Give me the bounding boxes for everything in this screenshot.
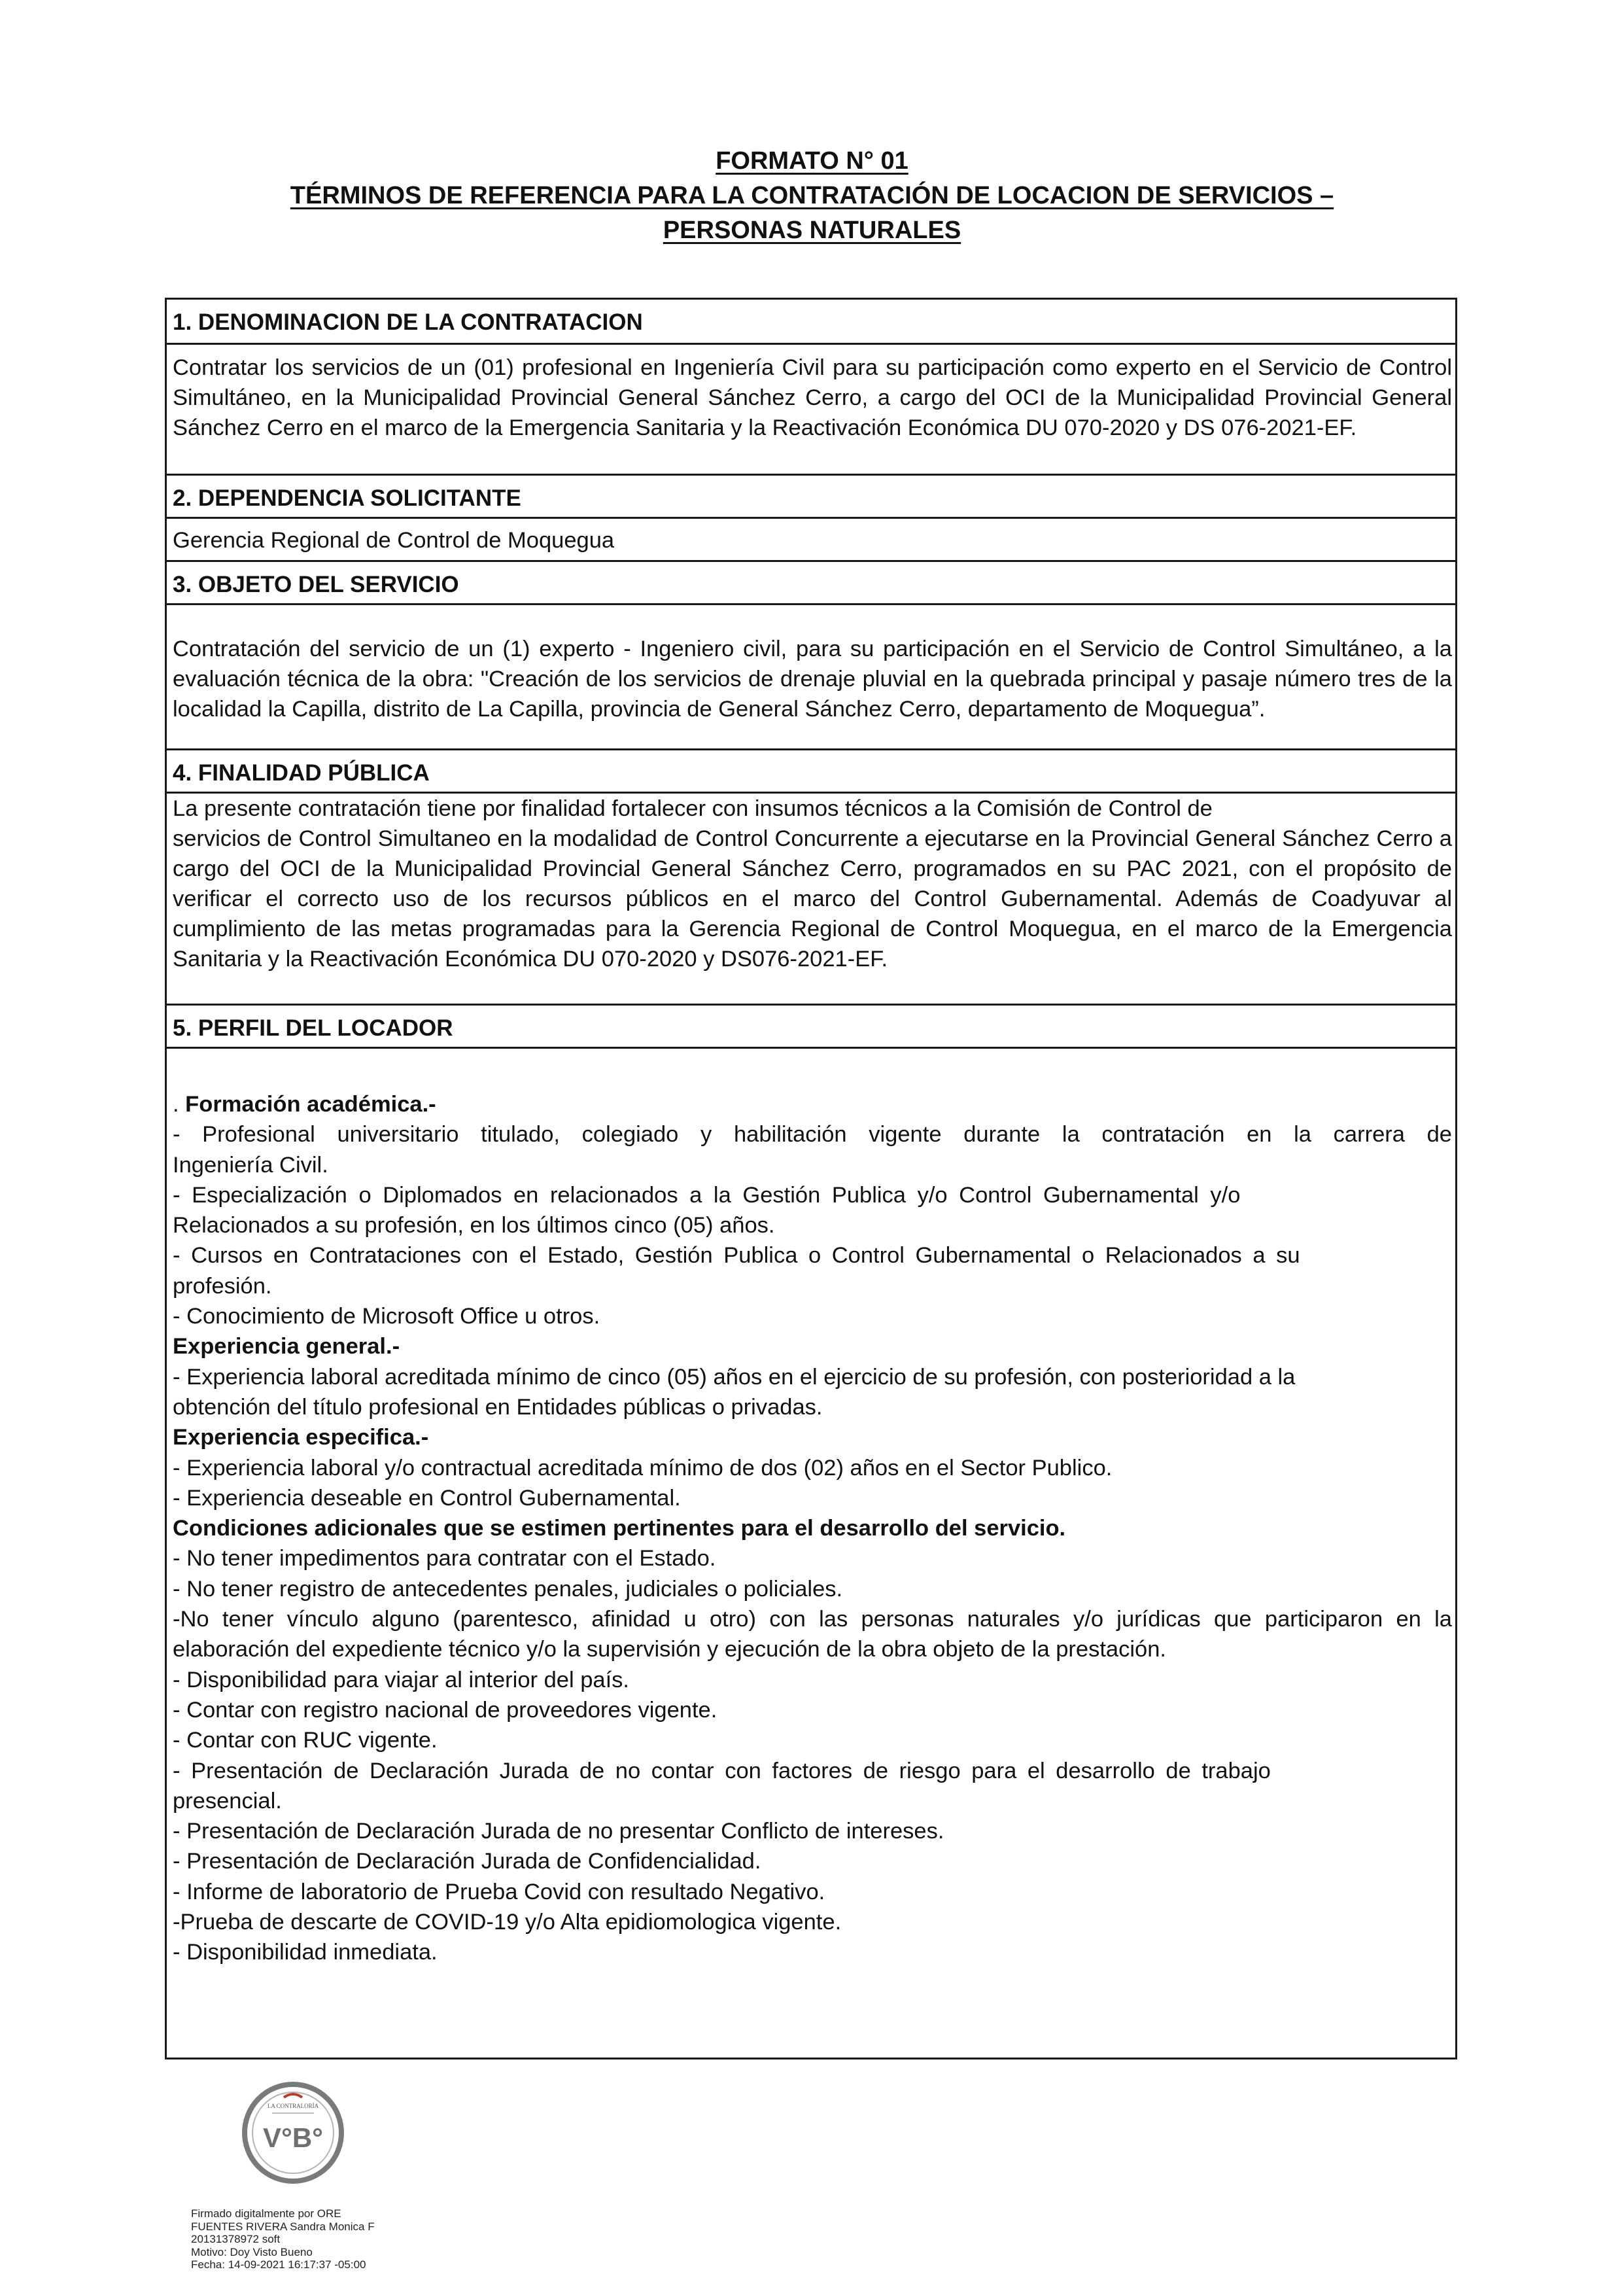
terms-table bbox=[165, 298, 1457, 2059]
signature-line-4: Motivo: Doy Visto Bueno bbox=[191, 2245, 313, 2258]
section-2-text: Gerencia Regional de Control de Moquegua bbox=[173, 528, 615, 553]
condicion-7a: - Presentación de Declaración Jurada de no contar con factores de riesgo para el desarrollo de trabajo bbox=[173, 1758, 1271, 1783]
signature-line-1: Firmado digitalmente por ORE bbox=[191, 2207, 341, 2220]
section-4-heading: 4. FINALIDAD PÚBLICA bbox=[167, 748, 1455, 792]
section-2-heading: 2. DEPENDENCIA SOLICITANTE bbox=[167, 474, 1455, 517]
signature-line-2: FUENTES RIVERA Sandra Monica F bbox=[191, 2220, 375, 2233]
section-4-text: servicios de Control Simultaneo en la modalidad de Control Concurrente a ejecutarse en la Provincial General Sánchez Cerro a cargo del OCI de la Municipalidad Provincial General Sánchez Cerro, programados en su PAC 2021, con el propósito de verificar el correcto uso de los recursos públicos en el marco del Control Gubernamental. Además de Coadyuvar al cumplimiento de las metas programadas para la Gerencia Regional de Control Moquegua, en el marco de la Emergencia Sanitaria y la Reactivación Económica DU 070-2020 y DS076-2021-EF. bbox=[173, 826, 1452, 972]
section-2-body bbox=[167, 517, 1455, 560]
formacion-heading bbox=[173, 1089, 1452, 1119]
formacion-item-3a: - Cursos en Contrataciones con el Estado, Gestión Publica o Control Gubernamental o Relacionados a su bbox=[173, 1243, 1300, 1269]
formacion-item-1a: - Profesional universitario titulado, colegiado y habilitación vigente durante la contratación en la carrera de bbox=[173, 1122, 1452, 1148]
condicion-6: - Contar con RUC vigente. bbox=[173, 1728, 438, 1753]
formacion-item-4: - Conocimiento de Microsoft Office u otros. bbox=[173, 1304, 600, 1329]
bullet-dot: . bbox=[173, 1092, 186, 1117]
condicion-3a: -No tener vínculo alguno (parentesco, afinidad u otro) con las personas naturales y/o jurídicas que participaron en la bbox=[173, 1607, 1452, 1632]
condiciones-title: Condiciones adicionales que se estimen pertinentes para el desarrollo del servicio. bbox=[173, 1516, 1066, 1541]
signature-line-3: 20131378972 soft bbox=[191, 2233, 281, 2245]
section-1-heading: 1. DENOMINACION DE LA CONTRATACION bbox=[173, 309, 643, 335]
section-1-body bbox=[167, 343, 1455, 474]
title-subtitle: PERSONAS NATURALES bbox=[663, 217, 961, 244]
condicion-3b: elaboración del expediente técnico y/o la supervisión y ejecución de la obra objeto de la prestación. bbox=[173, 1637, 1166, 1662]
condicion-9: - Presentación de Declaración Jurada de Confidencialidad. bbox=[173, 1849, 761, 1874]
section-5-body bbox=[167, 1047, 1455, 2058]
experiencia-especifica-title: Experiencia especifica.- bbox=[173, 1425, 429, 1450]
condicion-5: - Contar con registro nacional de proveedores vigente. bbox=[173, 1697, 717, 1723]
section-1-text: Contratar los servicios de un (01) profesional en Ingeniería Civil para su participación como experto en el Servicio de Control Simultáneo, en la Municipalidad Provincial General Sánchez Cerro, a cargo del OCI de la Municipalidad Provincial General Sánchez Cerro en el marco de la Emergencia Sanitaria y la Reactivación Económica DU 070-2020 y DS 076-2021-EF. bbox=[173, 355, 1452, 440]
signature-line-5: Fecha: 14-09-2021 16:17:37 -05:00 bbox=[191, 2258, 366, 2271]
condicion-7b: presencial. bbox=[173, 1788, 282, 1813]
condicion-8: - Presentación de Declaración Jurada de no presentar Conflicto de intereses. bbox=[173, 1819, 944, 1844]
title-format-number: FORMATO N° 01 bbox=[716, 147, 908, 175]
formacion-item-3b: profesión. bbox=[173, 1273, 272, 1299]
formacion-item-2b: Relacionados a su profesión, en los últimos cinco (05) años. bbox=[173, 1213, 775, 1238]
condicion-10: - Informe de laboratorio de Prueba Covid con resultado Negativo. bbox=[173, 1879, 825, 1904]
condicion-1: - No tener impedimentos para contratar con el Estado. bbox=[173, 1546, 716, 1571]
experiencia-especifica-2: - Experiencia deseable en Control Gubernamental. bbox=[173, 1485, 681, 1511]
experiencia-especifica-1: - Experiencia laboral y/o contractual acreditada mínimo de dos (02) años en el Sector Publico. bbox=[173, 1455, 1113, 1480]
document-title bbox=[0, 144, 1624, 248]
seal-mark-text: V°B° bbox=[263, 2122, 323, 2153]
experiencia-general-title: Experiencia general.- bbox=[173, 1334, 400, 1359]
section-3-heading: 3. OBJETO DEL SERVICIO bbox=[167, 560, 1455, 603]
title-main: TÉRMINOS DE REFERENCIA PARA LA CONTRATACIÓN DE LOCACION DE SERVICIOS – bbox=[290, 182, 1334, 209]
condicion-4: - Disponibilidad para viajar al interior del país. bbox=[173, 1667, 630, 1692]
condicion-2: - No tener registro de antecedentes penales, judiciales o policiales. bbox=[173, 1576, 843, 1602]
formacion-item-1b: Ingeniería Civil. bbox=[173, 1152, 328, 1178]
digital-signature bbox=[191, 2207, 375, 2271]
condicion-11: -Prueba de descarte de COVID-19 y/o Alta epidiomologica vigente. bbox=[173, 1910, 842, 1935]
section-5-heading: 5. PERFIL DEL LOCADOR bbox=[167, 1004, 1455, 1047]
formacion-title: Formación académica.- bbox=[185, 1092, 436, 1117]
seal-org-text: LA CONTRALORÍA bbox=[267, 2103, 319, 2109]
section-4-first-line: La presente contratación tiene por finalidad fortalecer con insumos técnicos a la Comisión de Control de bbox=[173, 796, 1213, 821]
section-4-body bbox=[167, 792, 1455, 1004]
experiencia-general-1b: obtención del título profesional en Entidades públicas o privadas. bbox=[173, 1394, 823, 1420]
section-3-body bbox=[167, 603, 1455, 748]
section-3-text: Contratación del servicio de un (1) experto - Ingeniero civil, para su participación en el Servicio de Control Simultáneo, a la evaluación técnica de la obra: "Creación de los servicios de drenaje pluvial en la quebrada principal y pasaje número tres de la localidad la Capilla, distrito de La Capilla, provincia de General Sánchez Cerro, departamento de Moquegua”. bbox=[173, 637, 1452, 722]
condicion-12: - Disponibilidad inmediata. bbox=[173, 1940, 438, 1965]
formacion-item-2a: - Especialización o Diplomados en relacionados a la Gestión Publica y/o Control Gubernamental y/o bbox=[173, 1182, 1241, 1208]
experiencia-general-1a: - Experiencia laboral acreditada mínimo de cinco (05) años en el ejercicio de su profesión, con posterioridad a la bbox=[173, 1364, 1296, 1390]
visto-bueno-seal-icon bbox=[241, 2080, 345, 2185]
